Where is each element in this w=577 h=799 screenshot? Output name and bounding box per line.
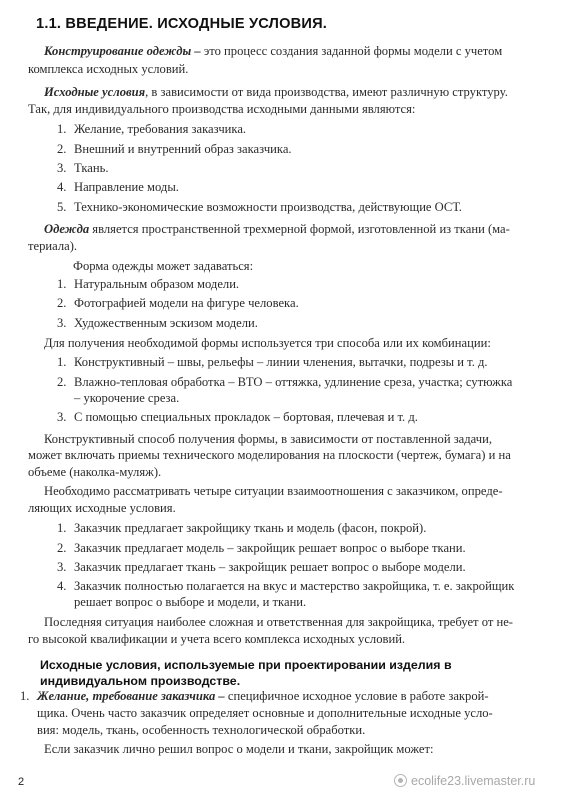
list-item-text: Художественным эскизом модели. [74, 316, 258, 330]
list-item-continuation: решает вопрос о выборе и модели, и ткани. [74, 595, 307, 609]
list-item-text: Конструктивный – швы, рельефы – линии членения, вытачки, подрезы и т. д. [74, 355, 488, 369]
paragraph-if-customer: Если заказчик лично решил вопрос о модели и ткани, закройщик может: [44, 742, 434, 756]
page-number: 2 [18, 776, 25, 788]
numbered-item-1-line2: щика. Очень часто заказчик определяет основные и дополнительные исходные усло- [37, 706, 493, 720]
watermark [394, 774, 535, 788]
paragraph-constructive-line1: Конструктивный способ получения формы, в зависимости от поставленной задачи, [44, 432, 492, 446]
paragraph-last-situation-line1: Последняя ситуация наиболее сложная и ответственная для закройщика, требует от не- [44, 615, 513, 629]
list-item-text: Заказчик полностью полагается на вкус и мастерство закройщика, т. е. закройщик [74, 579, 515, 593]
paragraph-methods: Для получения необходимой формы используется три способа или их комбинации: [44, 336, 491, 350]
numbered-item-1-line3: вия: модель, ткань, особенность технологической обработки. [37, 723, 366, 737]
list-item: 4. Заказчик полностью полагается на вкус и мастерство закройщика, т. е. закройщик [57, 579, 515, 593]
subheading-line1: Исходные условия, используемые при проектировании изделия в [40, 658, 452, 672]
list-item: 1. Желание, требования заказчика. [57, 122, 247, 136]
text: это процесс создания заданной формы модели с учетом [200, 44, 503, 58]
list-item: 5. Технико-экономические возможности производства, действующие ОСТ. [57, 200, 462, 214]
list-item: 2. Заказчик предлагает модель – закройщик решает вопрос о выборе ткани. [57, 541, 466, 555]
item-number: 1. [20, 689, 30, 703]
subheading [40, 657, 480, 689]
paragraph-conditions-line1 [44, 84, 508, 102]
list-item-text: Технико-экономические возможности производства, действующие ОСТ. [74, 200, 462, 214]
paragraph-definition-line2: комплекса исходных условий. [28, 62, 189, 76]
text: , в зависимости от вида производства, имеют различную структуру. [145, 85, 508, 99]
list-item-text: Фотографией модели на фигуре человека. [74, 296, 299, 310]
paragraph-last-situation-line2: го высокой квалификации и учета всего комплекса исходных условий. [28, 632, 406, 646]
paragraph-form-ways: Форма одежды может задаваться: [73, 259, 254, 273]
list-item-text: Заказчик предлагает модель – закройщик решает вопрос о выборе ткани. [74, 541, 466, 555]
paragraph-definition-line1 [44, 43, 502, 61]
list-item: 3. С помощью специальных прокладок – бортовая, плечевая и т. д. [57, 410, 418, 424]
paragraph-situations-line1: Необходимо рассматривать четыре ситуации взаимоотношения с заказчиком, опреде- [44, 484, 503, 498]
term-customer-wish: Желание, требование заказчика – [37, 689, 225, 703]
text: является пространственной трехмерной формой, изготовленной из ткани (ма- [89, 222, 510, 236]
list-item-text: Заказчик предлагает ткань – закройщик решает вопрос о выборе модели. [74, 560, 466, 574]
list-item: 1. Конструктивный – швы, рельефы – линии членения, вытачки, подрезы и т. д. [57, 355, 488, 369]
term-clothing: Одежда [44, 222, 90, 236]
paragraph-conditions-line2: Так, для индивидуального производства исходными данными являются: [28, 102, 416, 116]
paragraph-clothing-line2: териала). [28, 239, 78, 253]
list-item: 3. Художественным эскизом модели. [57, 316, 258, 330]
list-item-continuation: – укорочение среза. [74, 391, 180, 405]
list-item: 2. Внешний и внутренний образ заказчика. [57, 142, 292, 156]
list-item: 4. Направление моды. [57, 180, 179, 194]
list-item: 3. Ткань. [57, 161, 109, 175]
list-item-text: Желание, требования заказчика. [74, 122, 247, 136]
list-item-text: С помощью специальных прокладок – бортовая, плечевая и т. д. [74, 410, 418, 424]
list-item: 2. Влажно-тепловая обработка – ВТО – оттяжка, удлинение среза, участка; сутюжка [57, 375, 513, 389]
list-item: 2. Фотографией модели на фигуре человека. [57, 296, 299, 310]
paragraph-situations-line2: ляющих исходные условия. [28, 501, 176, 515]
list-item: 1. Заказчик предлагает закройщику ткань и модель (фасон, покрой). [57, 521, 427, 535]
list-item: 3. Заказчик предлагает ткань – закройщик решает вопрос о выборе модели. [57, 560, 466, 574]
list-item-text: Внешний и внутренний образ заказчика. [74, 142, 292, 156]
text: специфичное исходное условие в работе закрой- [224, 689, 489, 703]
subheading-line2: индивидуальном производстве. [40, 674, 241, 688]
section-title: 1.1. ВВЕДЕНИЕ. ИСХОДНЫЕ УСЛОВИЯ. [36, 16, 328, 32]
term-garment-design: Конструирование одежды – [44, 44, 201, 58]
term-initial-conditions: Исходные условия [44, 85, 146, 99]
list-item-text: Ткань. [74, 161, 109, 175]
paragraph-clothing-line1 [44, 221, 510, 239]
list-item: 1. Натуральным образом модели. [57, 277, 240, 291]
watermark-text: ecolife23.livemaster.ru [411, 774, 536, 788]
list-item-text: Заказчик предлагает закройщику ткань и модель (фасон, покрой). [74, 521, 427, 535]
list-item-text: Натуральным образом модели. [74, 277, 240, 291]
numbered-item-1-line1 [20, 688, 489, 706]
watermark-logo-icon [394, 774, 407, 787]
list-item-text: Влажно-тепловая обработка – ВТО – оттяжка, удлинение среза, участка; сутюжка [74, 375, 513, 389]
list-item-text: Направление моды. [74, 180, 179, 194]
paragraph-constructive-line2: может включать приемы технического моделирования на плоскости (чертеж, бумага) и на [28, 448, 511, 462]
paragraph-constructive-line3: объеме (наколка-муляж). [28, 465, 162, 479]
